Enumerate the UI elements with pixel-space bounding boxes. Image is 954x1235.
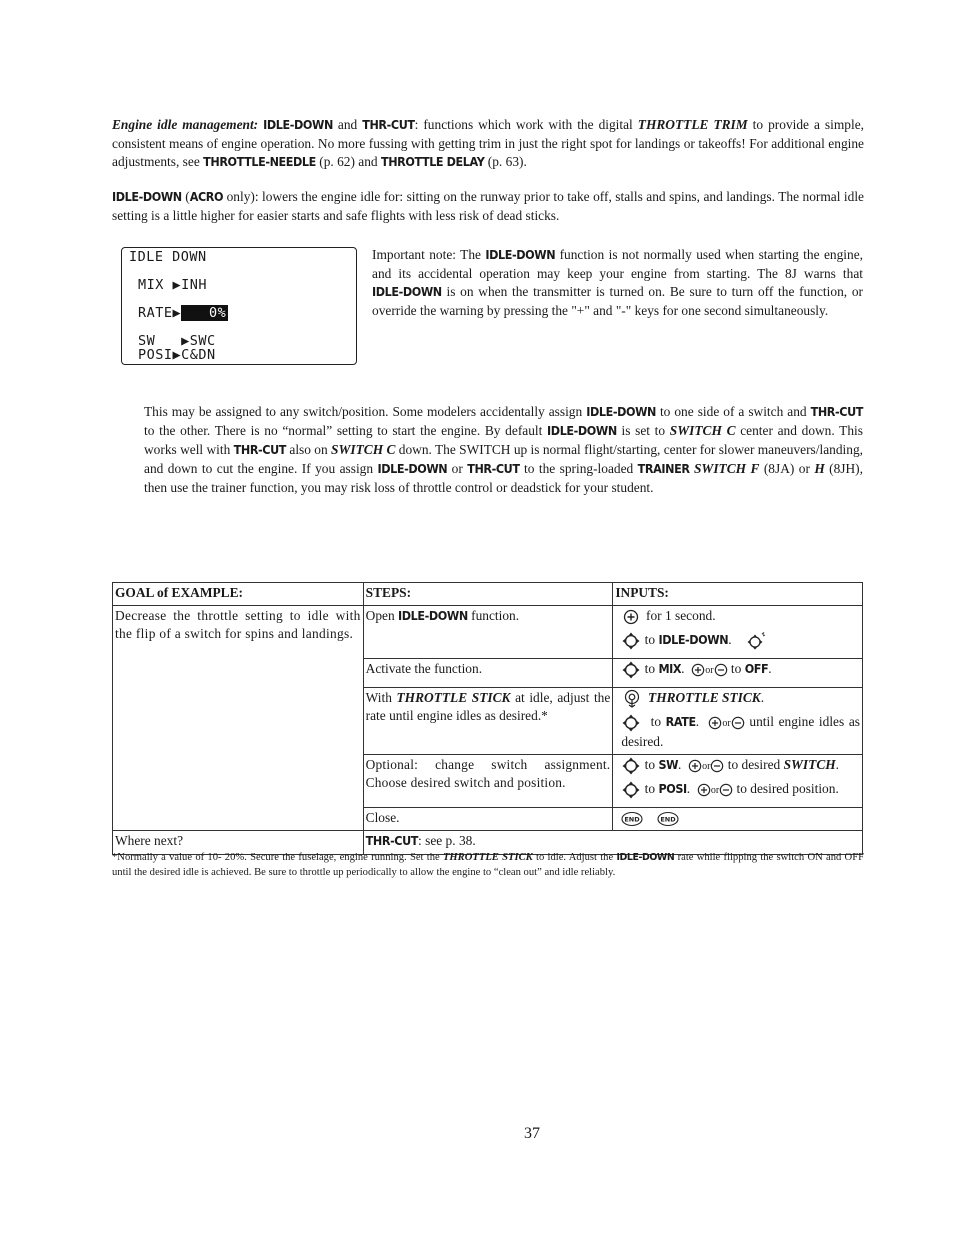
- jog-dial-icon: [621, 780, 641, 800]
- kw-throttle-delay: THROTTLE DELAY: [380, 155, 485, 170]
- minus-key-icon: [719, 783, 733, 797]
- jog-dial-icon: [621, 631, 641, 651]
- input-switch: to SW. or to desired SWITCH. to POSI. or to desired position.: [613, 755, 863, 808]
- kw-thr-cut: THR-CUT: [362, 118, 415, 133]
- plus-key-icon: [708, 716, 722, 730]
- throttle-stick-icon: [623, 689, 641, 709]
- table-header-row: [113, 583, 863, 606]
- header-goal: GOAL of EXAMPLE:: [113, 583, 364, 606]
- lcd-sw-row: SW ▶SWC: [138, 333, 216, 349]
- header-inputs: INPUTS:: [613, 583, 863, 606]
- input-close: [613, 808, 863, 831]
- input-open: for 1 second. to IDLE-DOWN.: [613, 606, 863, 659]
- idle-down-paragraph: IDLE-DOWN (ACRO only): lowers the engine idle for: sitting on the runway prior to take off, stalls and spins, and landings. The normal idle setting is a little higher for easier starts and safe flights with less risk of dead sticks.: [112, 189, 864, 223]
- input-rate: THROTTLE STICK. to RATE. or until engine idles as desired.: [613, 688, 863, 755]
- plus-key-icon: [623, 609, 639, 625]
- lcd-title: IDLE DOWN: [129, 249, 207, 265]
- footnote: *Normally a value of 10- 20%. Secure the fuselage, engine running. Set the THROTTLE STICK to idle. Adjust the IDLE-DOWN rate while flipping the switch ON and OFF until the desired idle is achieved. Be sure to throttle up periodically to allow the engine to “clean out” and idle reliably.: [112, 851, 864, 878]
- lcd-mix-row: MIX ▶INH: [138, 277, 208, 293]
- end-key-icon: [621, 811, 643, 827]
- step-open: Open IDLE-DOWN function.: [363, 606, 613, 659]
- jog-dial-icon: [621, 756, 641, 776]
- input-activate: to MIX. or to OFF.: [613, 659, 863, 688]
- table-row: [113, 606, 863, 659]
- end-key-icon: [657, 811, 679, 827]
- page-number: 37: [524, 1125, 540, 1142]
- minus-key-icon: [714, 663, 728, 677]
- jog-dial-icon: [621, 660, 641, 680]
- step-switch: Optional: change switch assignment. Choose desired switch and position.: [363, 755, 613, 808]
- throttle-trim: THROTTLE TRIM: [637, 117, 748, 132]
- plus-key-icon: [688, 759, 702, 773]
- jog-dial-icon: [621, 713, 641, 733]
- where-next-label: Where next?: [113, 831, 364, 855]
- lcd-rate-row: RATE▶ 0%: [138, 305, 227, 321]
- step-activate: Activate the function.: [363, 659, 613, 688]
- plus-key-icon: [691, 663, 705, 677]
- lcd-screen: [121, 247, 357, 365]
- goal-cell: Decrease the throttle setting to idle with the flip of a switch for spins and landings.: [113, 606, 364, 831]
- where-next-value: THR-CUT: see p. 38.: [363, 831, 862, 855]
- intro-paragraph: Engine idle management: IDLE-DOWN and THR-CUT: functions which work with the digital THROTTLE TRIM to provide a simple, consistent means of engine operation. No more fussing with getting trim in just the right spot for landings or takeoffs! For additional engine adjustments, see THROTTLE-NEEDLE (p. 62) and THROTTLE DELAY (p. 63).: [112, 116, 864, 172]
- assign-paragraph: This may be assigned to any switch/position. Some modelers accidentally assign IDLE-DOWN to one side of a switch and THR-CUT to the other. There is no “normal” setting to start the engine. By default IDLE-DOWN is set to SWITCH C center and down. This works well with THR-CUT also on SWITCH C down. The SWITCH up is normal flight/starting, center for slower maneuvers/landing, and down to cut the engine. If you assign IDLE-DOWN or THR-CUT to the spring-loaded TRAINER SWITCH F (8JA) or H (8JH), then use the trainer function, you may risk loss of throttle control or deadstick for your student.: [144, 404, 864, 495]
- step-rate: With THROTTLE STICK at idle, adjust the rate until engine idles as desired.*: [363, 688, 613, 755]
- lcd-posi-row: POSI▶C&DN: [138, 347, 216, 363]
- step-close: Close.: [363, 808, 613, 831]
- kw-throttle-needle: THROTTLE-NEEDLE: [203, 155, 316, 170]
- kw-idle-down: IDLE-DOWN: [263, 118, 333, 133]
- jog-dial-press-icon: [745, 631, 767, 651]
- plus-key-icon: [697, 783, 711, 797]
- steps-table: [112, 582, 863, 855]
- important-note: Important note: The IDLE-DOWN function is not normally used when starting the engine, and its accidental operation may keep your engine from starting. The 8J warns that IDLE-DOWN is on when the transmitter is turned on. Be sure to turn off the function, or override the warning by pressing the "+" and "-" keys for one second simultaneously.: [372, 247, 863, 318]
- minus-key-icon: [710, 759, 724, 773]
- minus-key-icon: [731, 716, 745, 730]
- header-steps: STEPS:: [363, 583, 613, 606]
- svg-text:END: END: [624, 815, 640, 824]
- intro-lead: Engine idle management:: [112, 117, 259, 132]
- svg-text:END: END: [660, 815, 676, 824]
